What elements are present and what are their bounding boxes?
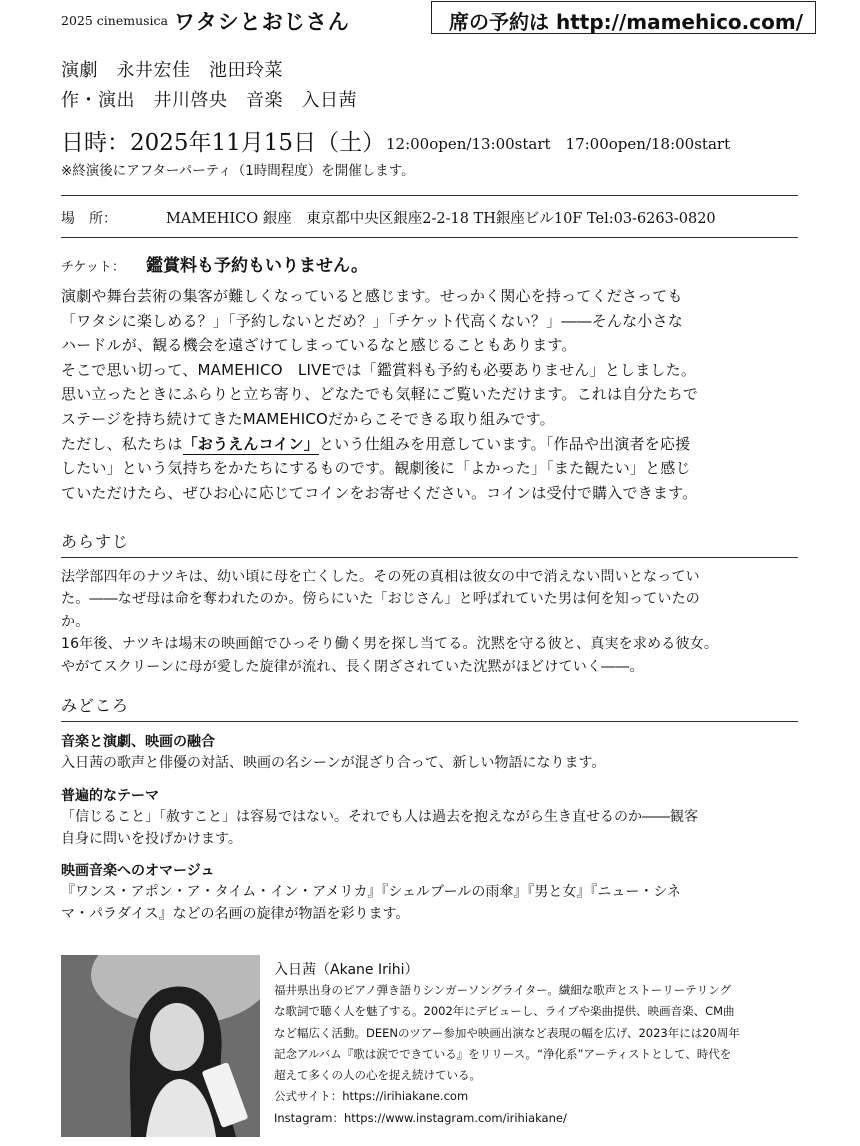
venue-label: 場 所： (61, 211, 117, 227)
highlight-text: 自身に問いを投げかけます。 (61, 831, 242, 847)
coin-post: という仕組みを用意しています。「作品や出演者を応援 (318, 434, 691, 453)
event-times: 12:00open/13:00start 17:00open/18:00start (386, 135, 731, 153)
paragraph-line: 16年後、ナツキは場末の映画館でひっそり働く男を探し当てる。沈黙を守る彼と、真実を求める彼女。 (61, 636, 719, 653)
venue-info: MAMEHICO 銀座 東京都中央区銀座2-2-18 TH銀座ビル10F Tel:03-6263-0820 (166, 211, 716, 227)
paragraph-line: ハードルが、観る機会を遠ざけてしまっているなと感じることもあります。 (61, 336, 577, 355)
page-title: ワタシとおじさん (174, 10, 350, 34)
afterparty-note: ※終演後にアフターパーティ（1時間程度）を開催します。 (61, 163, 415, 179)
ticket-headline: 鑑賞料も予約もいりません。 (146, 256, 369, 276)
paragraph-line: そこで思い切って、MAMEHICO LIVEでは「鑑賞料も予約も必要ありません」としました。 (61, 360, 697, 379)
divider (61, 237, 798, 238)
paragraph-line: ステージを持ち続けてきたMAMEHICOだからこそできる取り組みです。 (61, 409, 555, 428)
paragraph-line: 法学部四年のナツキは、幼い頃に母を亡くした。その死の真相は彼女の中で消えない問いとなってい (61, 569, 700, 585)
paragraph-line: やがてスクリーンに母が愛した旋律が流れ、長く閉ざされていた沈黙がほどけていく――。 (61, 658, 644, 675)
bio-line: 福井県出身のピアノ弾き語りシンガーソングライター。繊細な歌声とストーリーテリング (274, 983, 732, 997)
staff-line: 作・演出 井川啓央 音楽 入日茜 (61, 90, 357, 111)
coin-name: 「おうえんコイン」 (182, 434, 319, 453)
instagram-link[interactable]: Instagram：https://www.instagram.com/irihiakane/ (274, 1110, 567, 1125)
bio-line: 記念アルバム『歌は涙でできている』をリリース。“浄化系”アーティストとして、時代を (274, 1046, 732, 1061)
synopsis-heading: あらすじ (61, 532, 130, 551)
paragraph-line: た。――なぜ母は命を奪われたのか。傍らにいた「おじさん」と呼ばれていた男は何を知っていたの (61, 591, 700, 608)
ticket-label: チケット： (61, 260, 125, 275)
reservation-box (431, 1, 816, 34)
paragraph-line: か。 (61, 613, 90, 630)
bio-line: 超えて多くの人の心を捉え続けている。 (274, 1068, 481, 1083)
highlight-title: 映画音楽へのオマージュ (61, 863, 215, 879)
reservation-link[interactable]: 席の予約は http://mamehico.com/ (449, 10, 804, 34)
portrait-photo (61, 955, 260, 1137)
artist-bio (274, 980, 814, 1129)
highlight-text: 「信じること」「赦すこと」は容易ではない。それでも人は過去を抱えながら生き直せるのか――観客 (61, 809, 698, 825)
highlight-text: 入日茜の歌声と俳優の対話、映画の名シーンが混ざり合って、新しい物語になります。 (61, 755, 606, 771)
event-date: 日時：2025年11月15日（土） (61, 130, 386, 156)
ticket-body (61, 284, 801, 505)
coin-line (61, 432, 801, 457)
paragraph-line: 「ワタシに楽しめる？」「予約しないとだめ？」「チケット代高くない？」――そんな小さな (61, 311, 683, 330)
cast-line: 演劇 永井宏佳 池田玲菜 (61, 60, 283, 81)
paragraph-line: 演劇や舞台芸術の集客が難しくなっていると感じます。せっかく関心を持ってくださっても (61, 287, 683, 305)
series-label: 2025 cinemusica (61, 13, 169, 28)
highlight-text: マ・パラダイス』などの名画の旋律が物語を彩ります。 (61, 906, 410, 922)
divider (61, 557, 798, 558)
highlight-text: 『ワンス・アポン・ア・タイム・イン・アメリカ』『シェルブールの雨傘』『男と女』『ニュー・シネ (61, 884, 681, 900)
highlight-title: 普遍的なテーマ (61, 788, 159, 804)
highlights-heading: みどころ (61, 696, 130, 715)
official-site-link[interactable]: 公式サイト：https://irihiakane.com (274, 1089, 469, 1104)
artist-name: 入日茜（Akane Irihi） (274, 962, 419, 978)
portrait-icon (61, 955, 260, 1137)
paragraph-line: したい」という気持ちをかたちにするものです。観劇後に「よかった」「また観たい」と感じ (61, 459, 691, 478)
coin-pre: ただし、私たちは (61, 434, 183, 453)
highlight-title: 音楽と演劇、映画の融合 (61, 734, 215, 750)
synopsis-body (61, 566, 801, 678)
divider (61, 721, 798, 722)
paragraph-line: 思い立ったときにふらりと立ち寄り、どなたでも気軽にご覧いただけます。これは自分たちで (61, 385, 699, 404)
bio-line: など幅広く活動。DEENのツアー参加や映画出演など表現の幅を広げ、2023年には20周年 (274, 1025, 740, 1040)
divider (61, 195, 798, 196)
bio-line: な歌詞で聴く人を魅了する。2002年にデビューし、ライブや楽曲提供、映画音楽、CM曲 (274, 1004, 735, 1019)
paragraph-line: ていただけたら、ぜひお心に応じてコインをお寄せください。コインは受付で購入できます。 (61, 483, 698, 502)
